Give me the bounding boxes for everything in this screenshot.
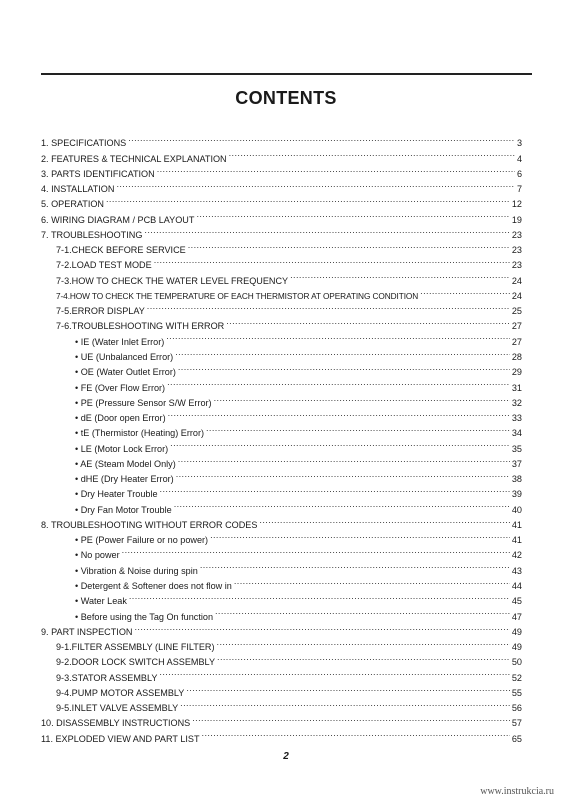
toc-entry-page: 24 xyxy=(511,290,522,301)
table-of-contents xyxy=(41,131,522,742)
toc-entry-page: 6 xyxy=(516,168,522,179)
dot-leader xyxy=(202,726,510,741)
toc-entry[interactable] xyxy=(41,467,522,485)
toc-entry[interactable] xyxy=(41,177,522,195)
dot-leader xyxy=(229,146,515,161)
watermark: www.instrukcia.ru xyxy=(480,786,554,797)
toc-entry-label: • Water Leak xyxy=(75,596,127,607)
toc-entry-page: 55 xyxy=(511,687,522,698)
dot-leader xyxy=(157,162,515,177)
toc-entry-label: 7-5.ERROR DISPLAY xyxy=(56,306,145,317)
toc-entry-label: • No power xyxy=(75,550,120,561)
toc-entry-page: 3 xyxy=(516,138,522,149)
toc-entry-label: • Before using the Tag On function xyxy=(75,611,213,622)
toc-entry-page: 7 xyxy=(516,184,522,195)
toc-entry-page: 45 xyxy=(511,596,522,607)
toc-entry[interactable] xyxy=(41,162,522,177)
toc-entry[interactable] xyxy=(41,268,522,286)
dot-leader xyxy=(116,177,514,192)
dot-leader xyxy=(170,436,510,451)
toc-entry-page: 33 xyxy=(511,413,522,424)
toc-entry-page: 37 xyxy=(511,458,522,469)
toc-entry[interactable] xyxy=(41,284,522,299)
dot-leader xyxy=(259,513,509,528)
toc-entry-page: 52 xyxy=(511,672,522,683)
toc-entry[interactable] xyxy=(41,406,522,424)
toc-entry-page: 31 xyxy=(511,382,522,393)
toc-entry-page: 49 xyxy=(511,626,522,637)
toc-entry-label: 10. DISASSEMBLY INSTRUCTIONS xyxy=(41,718,191,729)
dot-leader xyxy=(226,314,510,329)
dot-leader xyxy=(128,131,515,146)
toc-entry-label: • Vibration & Noise during spin xyxy=(75,565,198,576)
dot-leader xyxy=(180,696,510,711)
dot-leader xyxy=(166,329,510,344)
toc-entry-page: 49 xyxy=(511,642,522,653)
toc-entry[interactable] xyxy=(41,421,522,439)
toc-entry[interactable] xyxy=(41,375,522,393)
toc-entry-label: • dE (Door open Error) xyxy=(75,413,166,424)
toc-entry[interactable] xyxy=(41,528,522,546)
toc-entry-label: • LE (Motor Lock Error) xyxy=(75,443,169,454)
toc-entry-label: 7-4.HOW TO CHECK THE TEMPERATURE OF EACH THERMISTOR AT OPERATING CONDITION xyxy=(56,290,419,301)
toc-entry-label: 9-3.STATOR ASSEMBLY xyxy=(56,672,158,683)
toc-entry-label: 11. EXPLODED VIEW AND PART LIST xyxy=(41,733,200,744)
toc-entry[interactable] xyxy=(41,543,522,561)
toc-entry-page: 24 xyxy=(511,275,522,286)
toc-entry-label: • Detergent & Softener does not flow in xyxy=(75,580,232,591)
toc-entry-label: 7-1.CHECK BEFORE SERVICE xyxy=(56,245,186,256)
dot-leader xyxy=(210,528,510,543)
toc-entry-label: 5. OPERATION xyxy=(41,199,104,210)
toc-entry-label: 4. INSTALLATION xyxy=(41,184,115,195)
toc-entry-label: 9. PART INSPECTION xyxy=(41,626,133,637)
page-number: 2 xyxy=(283,751,289,762)
dot-leader xyxy=(192,711,510,726)
dot-leader xyxy=(129,589,510,604)
toc-entry-page: 12 xyxy=(511,199,522,210)
toc-entry-label: 1. SPECIFICATIONS xyxy=(41,138,127,149)
toc-entry-page: 43 xyxy=(511,565,522,576)
dot-leader xyxy=(214,391,510,406)
toc-entry[interactable] xyxy=(41,665,522,683)
toc-entry[interactable] xyxy=(41,452,522,467)
toc-entry-label: 7-2.LOAD TEST MODE xyxy=(56,260,152,271)
toc-entry-label: 7-6.TROUBLESHOOTING WITH ERROR xyxy=(56,321,225,332)
toc-entry[interactable] xyxy=(41,360,522,378)
dot-leader xyxy=(200,558,510,573)
toc-entry-label: 9-1.FILTER ASSEMBLY (LINE FILTER) xyxy=(56,642,215,653)
dot-leader xyxy=(420,284,510,299)
dot-leader xyxy=(178,360,510,375)
toc-entry-page: 29 xyxy=(511,367,522,378)
dot-leader xyxy=(134,620,509,635)
dot-leader xyxy=(234,574,510,589)
dot-leader xyxy=(160,482,510,497)
toc-entry-label: • Dry Fan Motor Trouble xyxy=(75,504,172,515)
toc-entry-page: 56 xyxy=(511,703,522,714)
toc-entry-label: • tE (Thermistor (Heating) Error) xyxy=(75,428,204,439)
dot-leader xyxy=(186,681,510,696)
toc-entry-page: 35 xyxy=(511,443,522,454)
toc-entry[interactable] xyxy=(41,207,522,225)
toc-entry[interactable] xyxy=(41,620,522,635)
dot-leader xyxy=(167,375,510,390)
toc-entry-label: • Dry Heater Trouble xyxy=(75,489,158,500)
toc-entry-page: 47 xyxy=(511,611,522,622)
toc-entry-label: 8. TROUBLESHOOTING WITHOUT ERROR CODES xyxy=(41,519,258,530)
toc-entry-page: 28 xyxy=(511,351,522,362)
dot-leader xyxy=(196,207,509,222)
toc-entry-page: 23 xyxy=(511,245,522,256)
toc-entry-label: • OE (Water Outlet Error) xyxy=(75,367,176,378)
toc-entry-page: 34 xyxy=(511,428,522,439)
toc-entry-page: 65 xyxy=(511,733,522,744)
toc-entry[interactable] xyxy=(41,146,522,164)
toc-entry-page: 27 xyxy=(511,321,522,332)
top-rule xyxy=(41,73,532,75)
toc-entry-page: 41 xyxy=(511,519,522,530)
dot-leader xyxy=(206,421,510,436)
toc-entry-label: 3. PARTS IDENTIFICATION xyxy=(41,168,155,179)
toc-entry[interactable] xyxy=(41,192,522,210)
toc-entry-label: • FE (Over Flow Error) xyxy=(75,382,166,393)
toc-entry-page: 23 xyxy=(511,260,522,271)
toc-entry[interactable] xyxy=(41,436,522,454)
toc-entry[interactable] xyxy=(41,589,522,607)
toc-entry-page: 42 xyxy=(511,550,522,561)
toc-entry-page: 27 xyxy=(511,336,522,347)
toc-entry-page: 23 xyxy=(511,229,522,240)
toc-entry-label: 2. FEATURES & TECHNICAL EXPLANATION xyxy=(41,153,227,164)
toc-entry[interactable] xyxy=(41,345,522,360)
page-title: CONTENTS xyxy=(235,88,337,108)
toc-entry[interactable] xyxy=(41,696,522,714)
toc-entry-page: 39 xyxy=(511,489,522,500)
dot-leader xyxy=(122,543,510,558)
toc-entry[interactable] xyxy=(41,635,522,653)
toc-entry[interactable] xyxy=(41,513,522,528)
toc-entry[interactable] xyxy=(41,497,522,515)
toc-entry[interactable] xyxy=(41,711,522,729)
toc-entry[interactable] xyxy=(41,726,522,744)
toc-entry-page: 57 xyxy=(511,718,522,729)
toc-entry-label: • dHE (Dry Heater Error) xyxy=(75,474,174,485)
toc-entry-page: 50 xyxy=(511,657,522,668)
toc-entry[interactable] xyxy=(41,558,522,576)
dot-leader xyxy=(168,406,510,421)
toc-entry-page: 40 xyxy=(511,504,522,515)
dot-leader xyxy=(178,452,510,467)
toc-entry[interactable] xyxy=(41,238,522,256)
toc-entry-label: 9-2.DOOR LOCK SWITCH ASSEMBLY xyxy=(56,657,216,668)
dot-leader xyxy=(217,635,510,650)
dot-leader xyxy=(176,467,510,482)
toc-entry-label: • IE (Water Inlet Error) xyxy=(75,336,165,347)
toc-entry-page: 19 xyxy=(511,214,522,225)
toc-entry[interactable] xyxy=(41,329,522,347)
toc-entry-page: 41 xyxy=(511,535,522,546)
dot-leader xyxy=(147,299,510,314)
dot-leader xyxy=(217,650,510,665)
toc-entry[interactable] xyxy=(41,650,522,668)
toc-entry-page: 38 xyxy=(511,474,522,485)
toc-entry-label: • UE (Unbalanced Error) xyxy=(75,351,174,362)
toc-entry-label: • AE (Steam Model Only) xyxy=(75,458,176,469)
toc-entry[interactable] xyxy=(41,604,522,622)
toc-entry-page: 25 xyxy=(511,306,522,317)
toc-entry-page: 44 xyxy=(511,580,522,591)
toc-entry[interactable] xyxy=(41,482,522,500)
toc-entry[interactable] xyxy=(41,131,522,149)
toc-entry-label: 6. WIRING DIAGRAM / PCB LAYOUT xyxy=(41,214,195,225)
dot-leader xyxy=(106,192,510,207)
dot-leader xyxy=(174,497,510,512)
dot-leader xyxy=(144,223,509,238)
dot-leader xyxy=(215,604,510,619)
toc-entry[interactable] xyxy=(41,391,522,406)
dot-leader xyxy=(159,665,509,680)
toc-entry-label: 7-3.HOW TO CHECK THE WATER LEVEL FREQUENCY xyxy=(56,275,289,286)
toc-entry-label: • PE (Power Failure or no power) xyxy=(75,535,209,546)
toc-entry[interactable] xyxy=(41,314,522,332)
toc-entry[interactable] xyxy=(41,253,522,271)
toc-entry-page: 32 xyxy=(511,397,522,408)
toc-entry[interactable] xyxy=(41,574,522,589)
toc-entry[interactable] xyxy=(41,681,522,696)
toc-entry-label: 7. TROUBLESHOOTING xyxy=(41,229,143,240)
dot-leader xyxy=(175,345,510,360)
dot-leader xyxy=(154,253,510,268)
dot-leader xyxy=(188,238,510,253)
toc-entry-label: 9-5.INLET VALVE ASSEMBLY xyxy=(56,703,179,714)
toc-entry-label: • PE (Pressure Sensor S/W Error) xyxy=(75,397,212,408)
toc-entry[interactable] xyxy=(41,223,522,238)
toc-entry[interactable] xyxy=(41,299,522,317)
toc-entry-label: 9-4.PUMP MOTOR ASSEMBLY xyxy=(56,687,185,698)
dot-leader xyxy=(290,268,510,283)
toc-entry-page: 4 xyxy=(516,153,522,164)
